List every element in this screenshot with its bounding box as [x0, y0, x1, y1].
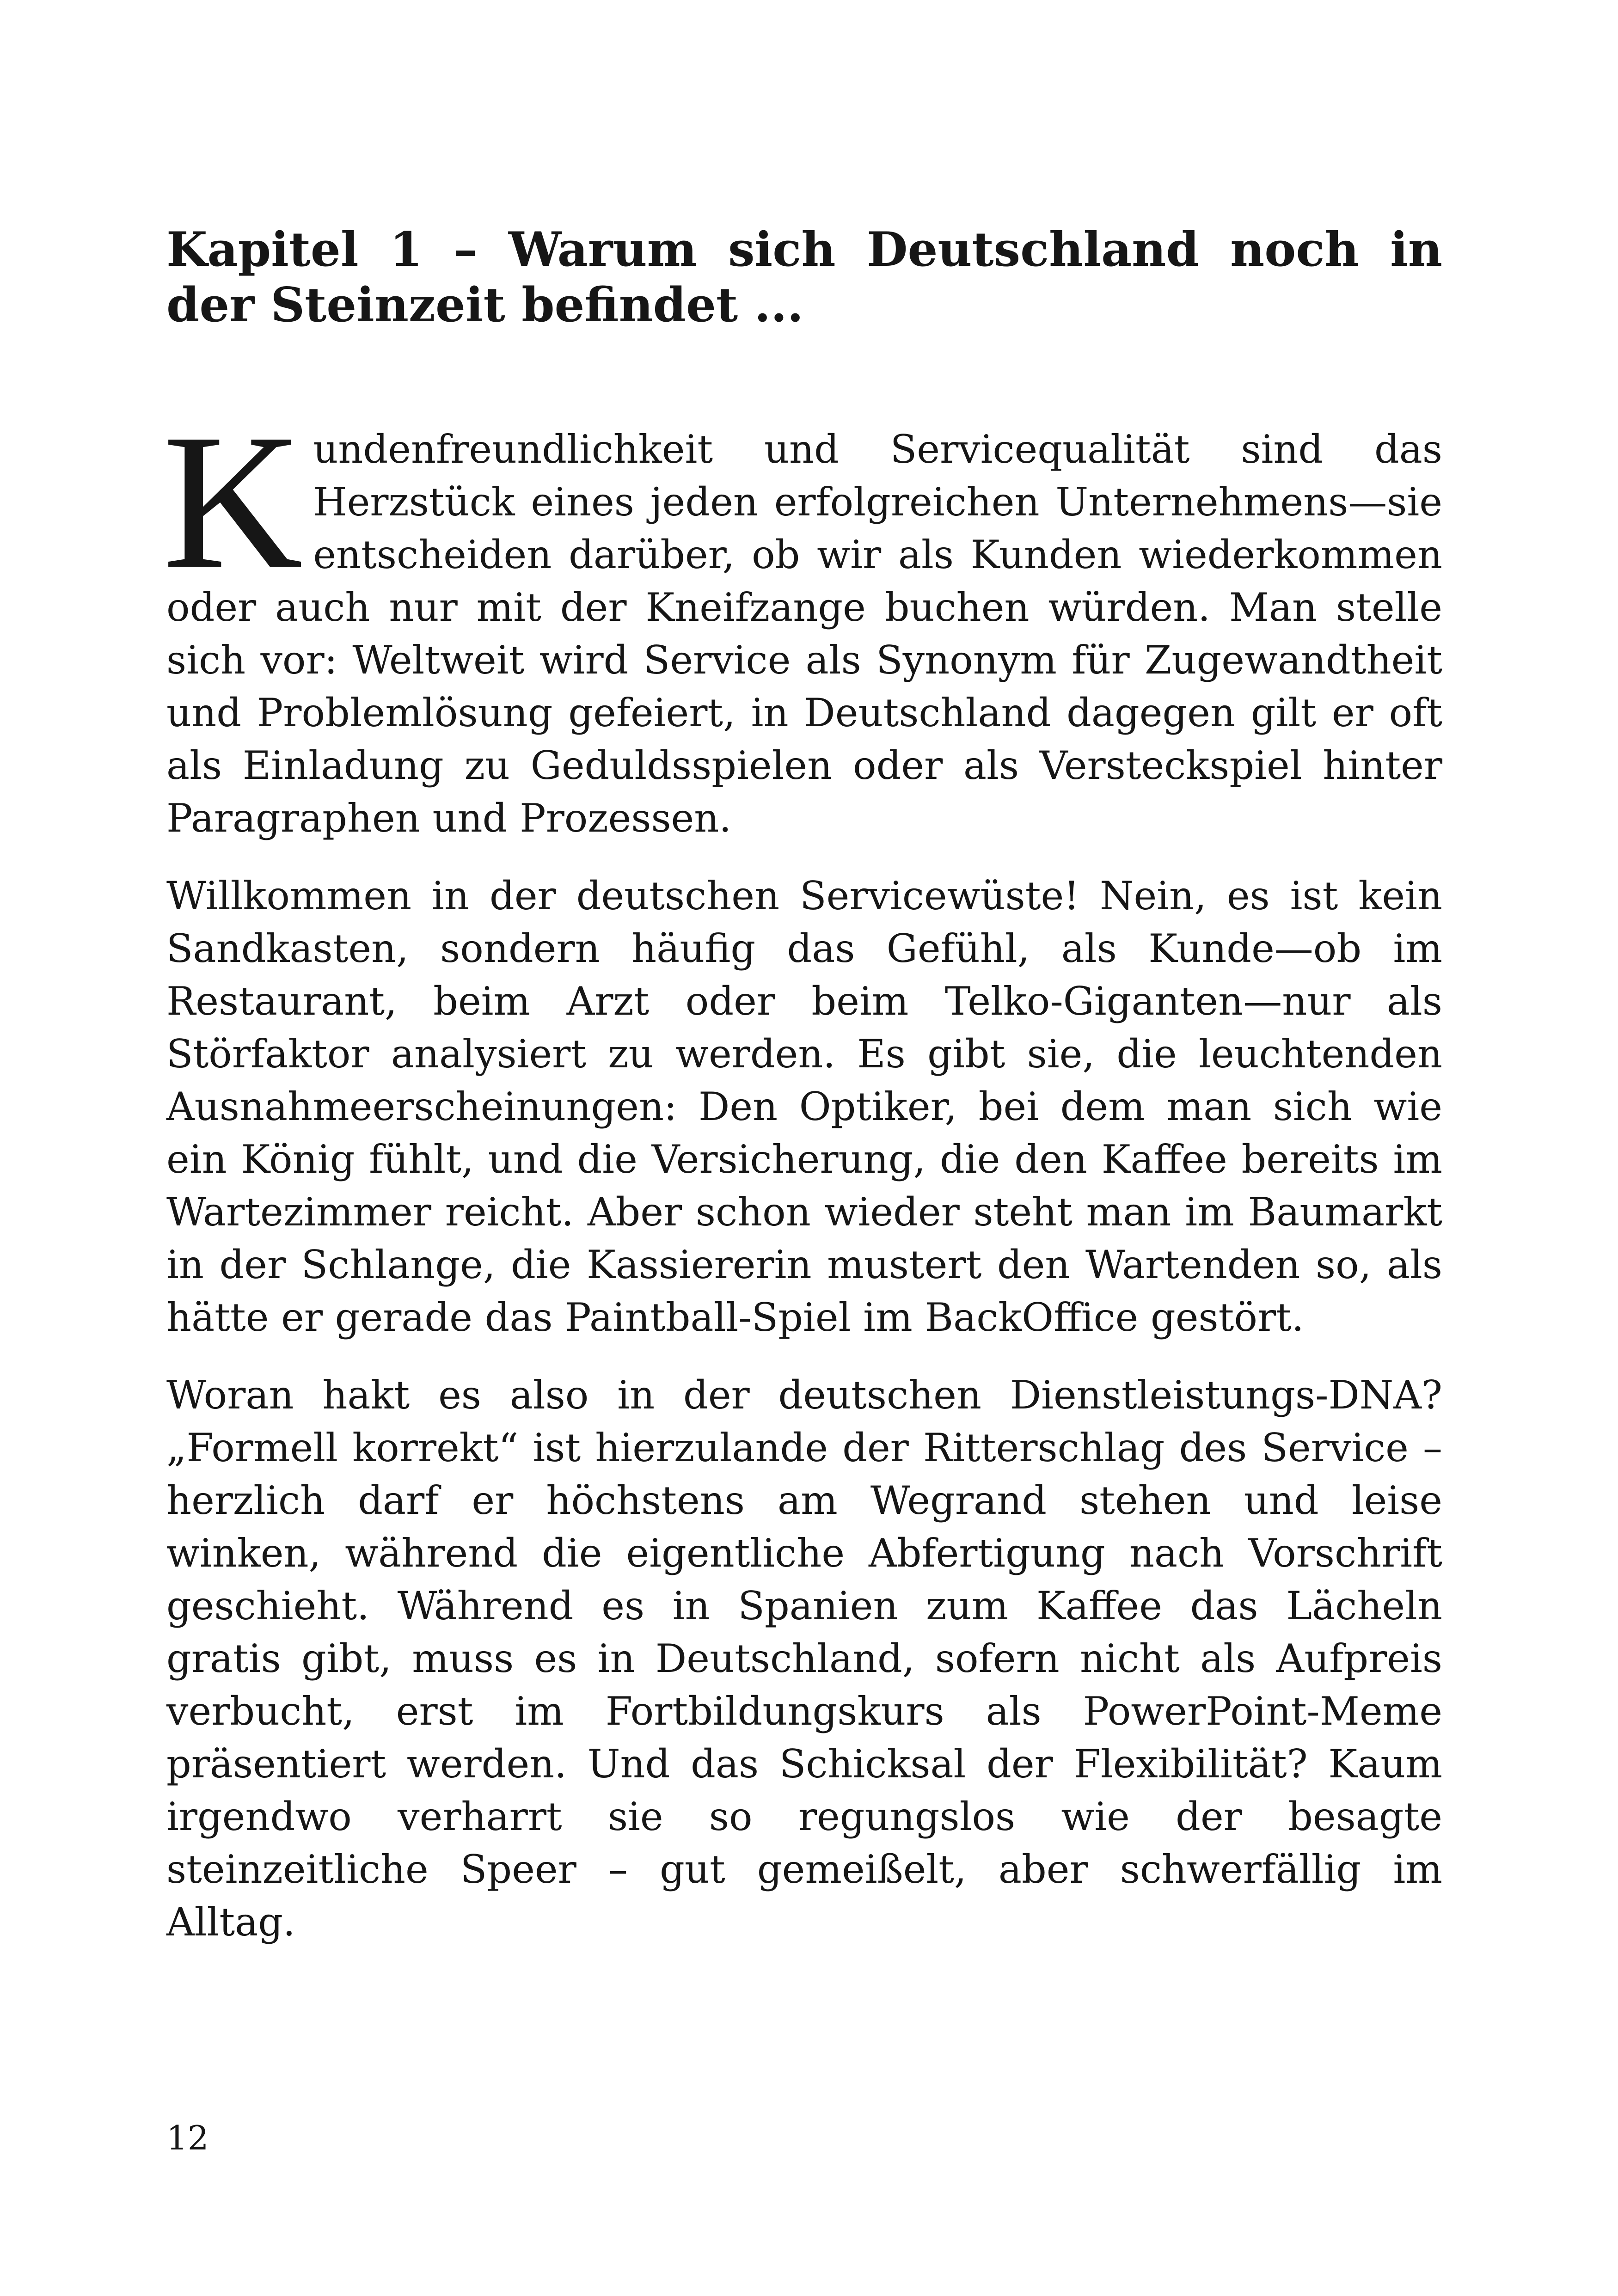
chapter-title: Kapitel 1 – Warum sich Deutschland noch in der Steinzeit befindet ... — [166, 222, 1442, 333]
paragraph-3: Woran hakt es also in der deutschen Dienstleistungs-DNA? „Formell korrekt“ ist hierzulande der Ritterschlag des Service – herzlich darf er höchstens am Wegrand stehen und leise winken, während die eigentliche Abfertigung nach Vorschrift geschieht. Während es in Spanien zum Kaffee das Lächeln gratis gibt, muss es in Deutschland, sofern nicht als Aufpreis verbucht, erst im Fortbildungskurs als PowerPoint-Meme präsentiert werden. Und das Schicksal der Flexibilität? Kaum irgendwo verharrt sie so regungslos wie der besagte steinzeitliche Speer – gut gemeißelt, aber schwerfällig im Alltag. — [166, 1372, 1442, 1945]
paragraph-2: Willkommen in der deutschen Servicewüste! Nein, es ist kein Sandkasten, sondern häufig das Gefühl, als Kunde—ob im Restaurant, beim Arzt oder beim Telko-Giganten—nur als Störfaktor analysiert zu werden. Es gibt sie, die leuchtenden Ausnahmeerscheinungen: Den Optiker, bei dem man sich wie ein König fühlt, und die Versicherung, die den Kaffee bereits im Wartezimmer reicht. Aber schon wieder steht man im Baumarkt in der Schlange, die Kassiererin mustert den Wartenden so, als hätte er gerade das Paintball-Spiel im BackOffice gestört. — [166, 873, 1442, 1340]
page-number: 12 — [166, 2118, 209, 2157]
paragraph-1 — [163, 394, 1442, 845]
chapter-body — [163, 394, 1442, 1973]
drop-cap: K — [163, 394, 303, 609]
paragraph-1-text: undenfreundlichkeit und Servicequalität sind das Herzstück eines jeden erfolgreichen Unternehmens—sie entscheiden darüber, ob wir als Kunden wiederkommen oder auch nur mit der Kneifzange buchen würden. Man stelle sich vor: Weltweit wird Service als Synonym für Zugewandtheit und Problemlösung gefeiert, in Deutschland dagegen gilt er oft als Einladung zu Geduldsspielen oder als Versteckspiel hinter Paragraphen und Prozessen. — [166, 427, 1442, 841]
